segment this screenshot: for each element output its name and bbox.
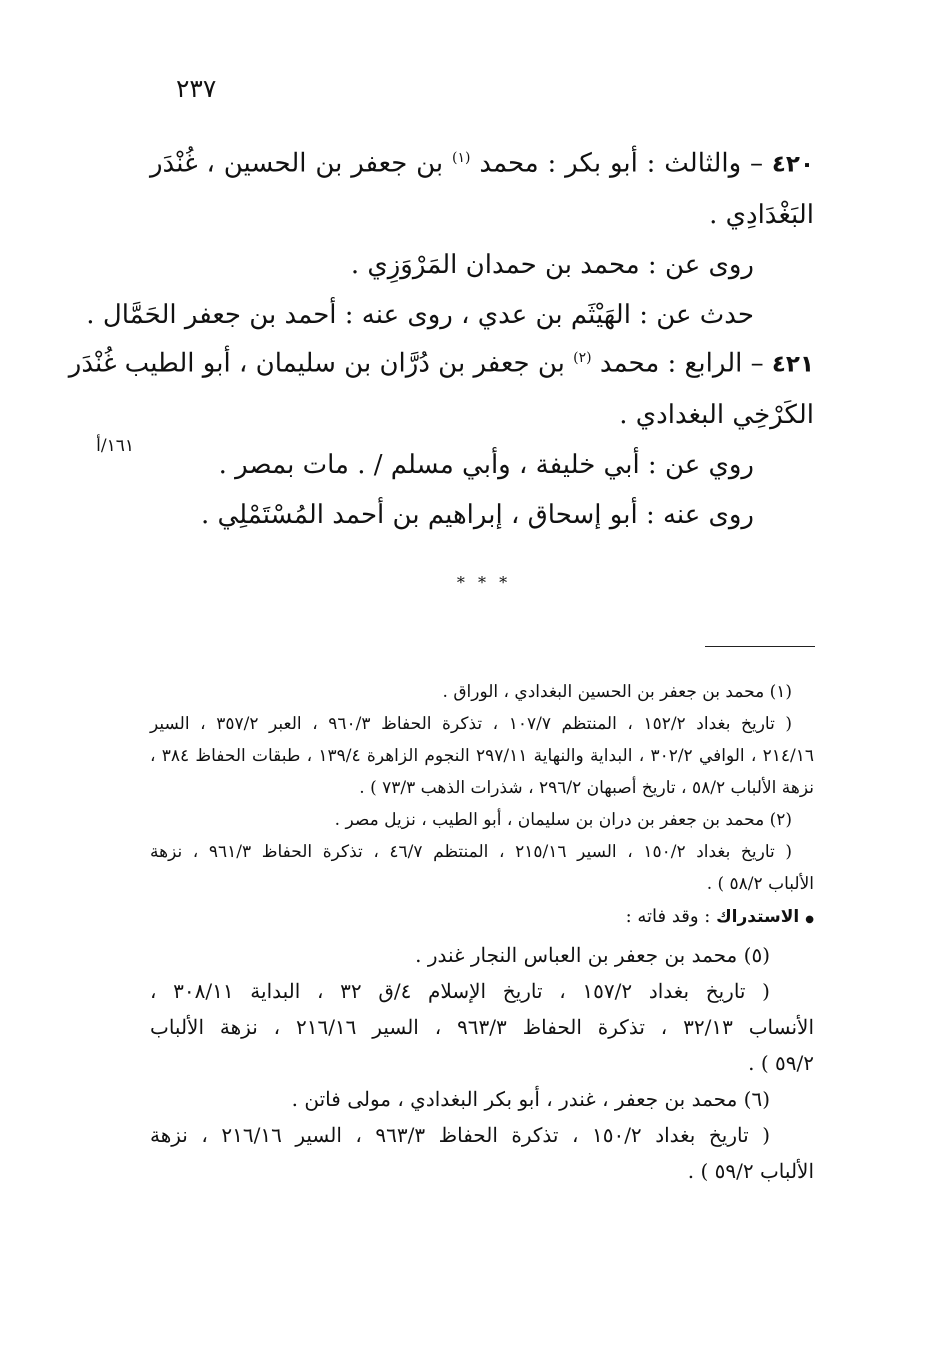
footnote-1: (١) محمد بن جعفر بن الحسين البغدادي ، الوراق . xyxy=(442,682,792,702)
entry-420-line-1: ٤٢٠ – والثالث : أبو بكر : محمد $^{(١)}$ بن جعفر بن الحسين ، غُنْدَر xyxy=(150,148,815,179)
entry-421-line-4: روى عنه : أبو إسحاق ، إبراهيم بن أحمد المُسْتَمْلِي . xyxy=(200,499,754,530)
footnote-5-sources: ( تاريخ بغداد ١٥٧/٢ ، تاريخ الإسلام ٤/ق ٣٢ ، البداية ٣٠٨/١١ ، xyxy=(150,979,770,1003)
footnote-5: (٥) محمد بن جعفر بن العباس النجار غندر . xyxy=(415,943,770,967)
entry-420-line-4: حدث عن : الهَيْثَم بن عدي ، روى عنه : أحمد بن جعفر الحَمَّال . xyxy=(86,299,754,330)
page-number: ٢٣٧ xyxy=(176,74,217,103)
footnote-1-sources: نزهة الألباب ٥٨/٢ ، تاريخ أصبهان ٢٩٦/٢ ، شذرات الذهب ٧٣/٣ ) . xyxy=(359,778,814,798)
entry-number: ٤٢٠ xyxy=(771,151,815,178)
footnote-5-sources: الأنساب ٣٢/١٣ ، تذكرة الحفاظ ٩٦٣/٣ ، السير ٢١٦/١٦ ، نزهة الألباب xyxy=(150,1015,814,1039)
footnote-1-sources: ٢١٤/١٦ ، الوافي ٣٠٢/٢ ، البداية والنهاية ٢٩٧/١١ النجوم الزاهرة ١٣٩/٤ ، طبقات الحفاظ ٣٨٤ ، xyxy=(150,746,814,766)
footnote-2-sources: الألباب ٥٨/٢ ) . xyxy=(706,874,814,894)
footnote-6-sources: ( تاريخ بغداد ١٥٠/٢ ، تذكرة الحفاظ ٩٦٣/٣ ، السير ٢١٦/١٦ ، نزهة xyxy=(150,1123,770,1147)
footnotes xyxy=(150,676,814,1189)
footnote-6-sources: الألباب ٥٩/٢ ) . xyxy=(687,1159,814,1183)
footnote-ref: (٢) xyxy=(573,350,592,366)
footnote-6: (٦) محمد بن جعفر ، غندر ، أبو بكر البغدادي ، مولى فاتن . xyxy=(291,1087,770,1111)
entry-420-line-3: روى عن : محمد بن حمدان المَرْوَزِي . xyxy=(350,249,754,280)
footnote-5-sources: ٥٩/٢ ) . xyxy=(748,1051,814,1075)
entry-421-line-2: الكَرْخِي البغدادي . xyxy=(619,399,814,430)
entry-421-line-3: روي عن : أبي خليفة ، وأبي مسلم / . مات بمصر . xyxy=(218,449,754,480)
section-separator: * * * xyxy=(456,573,512,592)
entry-420 xyxy=(86,133,815,340)
footnote-ref: (١) xyxy=(452,150,471,166)
margin-folio-note: ١٦١/أ xyxy=(96,436,134,456)
entry-number: ٤٢١ xyxy=(771,351,814,378)
entry-421-line-1: ٤٢١ – الرابع : محمد $^{(٢)}$ بن جعفر بن دُرَّان بن سليمان ، أبو الطيب غُنْدَر xyxy=(68,348,814,379)
footnote-2-sources: ( تاريخ بغداد ١٥٠/٢ ، السير ٢١٥/١٦ ، المنتظم ٤٦/٧ ، تذكرة الحفاظ ٩٦١/٣ ، نزهة xyxy=(150,842,792,862)
bullet-icon: ● xyxy=(805,914,814,925)
footnote-rule xyxy=(705,646,815,647)
entry-420-line-2: البَغْدَادِي . xyxy=(709,199,814,230)
footnote-2: (٢) محمد بن جعفر بن دران بن سليمان ، أبو الطيب ، نزيل مصر . xyxy=(334,810,792,830)
footnote-1-sources: ( تاريخ بغداد ١٥٢/٢ ، المنتظم ١٠٧/٧ ، تذكرة الحفاظ ٩٦٠/٣ ، العبر ٣٥٧/٢ ، السير xyxy=(150,714,793,734)
istidrak-heading: ●الاستدراك : وقد فاته : xyxy=(625,906,814,927)
